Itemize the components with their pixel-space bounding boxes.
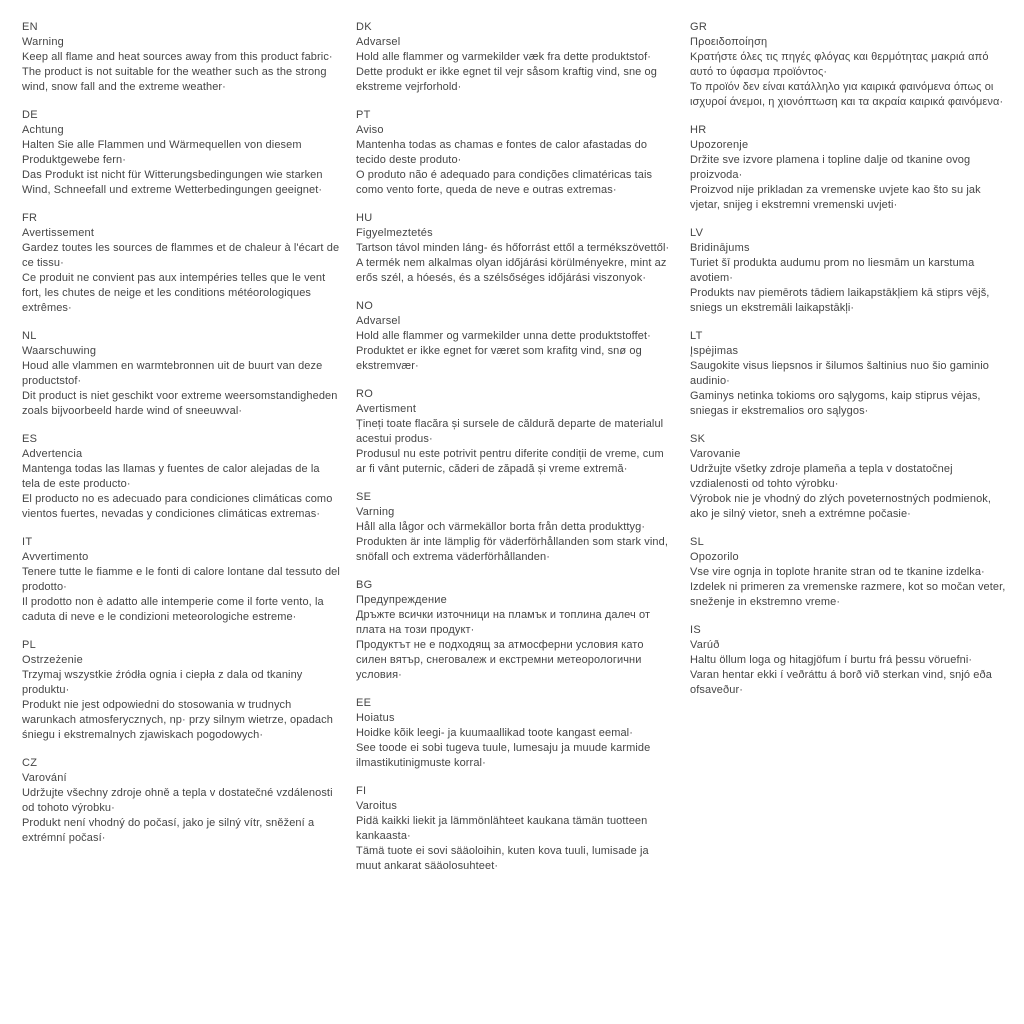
warning-title: Bridinājums (690, 242, 750, 254)
warning-column-2 (356, 20, 674, 887)
warning-text: Produsul nu este potrivit pentru diferite condiții de vreme, cum ar fi vânt puternic, căderi de zăpadă și vreme extremă· (356, 448, 664, 475)
language-code: GR (690, 21, 708, 33)
language-entry-fr (22, 211, 340, 316)
language-code: NL (22, 330, 37, 342)
language-code: FI (356, 785, 367, 797)
warning-text: Halten Sie alle Flammen und Wärmequellen von diesem Produktgewebe fern· (22, 139, 302, 166)
warning-text: Saugokite visus liepsnos ir šilumos šaltinius nuo šio gaminio audinio· (690, 360, 989, 387)
language-code: FR (22, 212, 38, 224)
warning-title: Aviso (356, 124, 384, 136)
warning-title: Varúð (690, 639, 720, 651)
warning-text: The product is not suitable for the weather such as the strong wind, snow fall and the extreme weather· (22, 66, 327, 93)
warning-text: Houd alle vlammen en warmtebronnen uit de buurt van deze productstof· (22, 360, 323, 387)
language-code: DK (356, 21, 372, 33)
warning-title: Upozorenje (690, 139, 749, 151)
warning-text: Tenere tutte le fiamme e le fonti di calore lontane dal tessuto del prodotto· (22, 566, 340, 593)
warning-text: Ce produit ne convient pas aux intempéries telles que le vent fort, les chutes de neige et les conditions météorologiques extrêmes· (22, 272, 326, 314)
warning-text: Κρατήστε όλες τις πηγές φλόγας και θερμότητας μακριά από αυτό το ύφασμα προϊόντος· (690, 51, 989, 78)
language-entry-sl (690, 535, 1008, 610)
warning-text: See toode ei sobi tugeva tuule, lumesaju ja muude karmide ilmastikutinigmuste korral· (356, 742, 651, 769)
warning-title: Warning (22, 36, 64, 48)
language-code: PT (356, 109, 371, 121)
language-entry-pl (22, 638, 340, 743)
language-entry-en (22, 20, 340, 95)
language-entry-ro (356, 387, 674, 477)
warning-title: Varning (356, 506, 395, 518)
language-entry-es (22, 432, 340, 522)
warning-text: Produkt nie jest odpowiedni do stosowania w trudnych warunkach atmosferycznych, np· przy silnym wietrze, opadach śniegu i ekstremalnych zjawiskach pogodowych· (22, 699, 333, 741)
warning-text: Proizvod nije prikladan za vremenske uvjete kao što su jak vjetar, snijeg i ekstremni vremenski uvjeti· (690, 184, 981, 211)
warning-text: Tämä tuote ei sovi sääoloihin, kuten kova tuuli, lumisade ja muut ankarat sääolosuhteet· (356, 845, 649, 872)
language-code: BG (356, 579, 373, 591)
warning-text: Håll alla lågor och värmekällor borta från detta produkttyg· (356, 521, 646, 533)
language-code: LV (690, 227, 704, 239)
warning-text: Țineți toate flacăra și sursele de căldură departe de materialul acestui produs· (356, 418, 664, 445)
warning-text: Hoidke kõik leegi- ja kuumaallikad toote kangast eemal· (356, 727, 633, 739)
language-code: SE (356, 491, 372, 503)
language-code: DE (22, 109, 38, 121)
warning-title: Achtung (22, 124, 64, 136)
warning-title: Предупреждение (356, 594, 447, 606)
warning-text: Mantenha todas as chamas e fontes de calor afastadas do tecido deste produto· (356, 139, 648, 166)
warning-text: Das Produkt ist nicht für Witterungsbedingungen wie starken Wind, Schneefall und extreme Wetterbedingungen geeignet· (22, 169, 323, 196)
warning-text: Izdelek ni primeren za vremenske razmere, kot so močan veter, sneženje in ekstremno vreme· (690, 581, 1006, 608)
warning-title: Varování (22, 772, 67, 784)
language-code: RO (356, 388, 374, 400)
language-code: HU (356, 212, 373, 224)
warning-title: Waarschuwing (22, 345, 97, 357)
warning-title: Advarsel (356, 315, 401, 327)
warning-text: Produkts nav piemērots tādiem laikapstākļiem kā stiprs vējš, sniegs un ekstremāli laikapstākļi· (690, 287, 990, 314)
language-code: CZ (22, 757, 38, 769)
language-code: LT (690, 330, 703, 342)
warning-title: Προειδοποίηση (690, 36, 768, 48)
warning-text: El producto no es adecuado para condiciones climáticas como vientos fuertes, nevadas y condiciones climáticas extremas· (22, 493, 333, 520)
warning-column-3 (690, 20, 1008, 887)
language-code: IT (22, 536, 33, 548)
language-entry-is (690, 623, 1008, 698)
warning-title: Įspėjimas (690, 345, 739, 357)
warning-text: Haltu öllum loga og hitagjöfum í burtu frá þessu vöruefni· (690, 654, 973, 666)
warning-text: Hold alle flammer og varmekilder væk fra dette produktstof· (356, 51, 652, 63)
warning-column-1 (22, 20, 340, 887)
warning-text: Hold alle flammer og varmekilder unna dette produktstoffet· (356, 330, 651, 342)
language-entry-gr (690, 20, 1008, 110)
warning-title: Opozorilo (690, 551, 739, 563)
warning-text: Držite sve izvore plamena i topline dalje od tkanine ovog proizvoda· (690, 154, 971, 181)
warning-text: A termék nem alkalmas olyan időjárási körülményekre, mint az erős szél, a hóesés, és a szélsőséges időjárási viszonyok· (356, 257, 667, 284)
language-entry-no (356, 299, 674, 374)
warning-text: Vse vire ognja in toplote hranite stran od te tkanine izdelka· (690, 566, 985, 578)
warning-title: Avertisment (356, 403, 417, 415)
warning-title: Advertencia (22, 448, 83, 460)
warning-text: Tartson távol minden láng- és hőforrást ettől a termékszövettől· (356, 242, 670, 254)
warning-text: Gaminys netinka tokioms oro sąlygoms, kaip stiprus vėjas, sniegas ir ekstremalios oro sąlygos· (690, 390, 981, 417)
language-code: EN (22, 21, 38, 33)
warning-text: Продуктът не е подходящ за атмосферни условия като силен вятър, снеговалеж и екстремни метеорологични условия· (356, 639, 644, 681)
language-code: EE (356, 697, 372, 709)
language-entry-pt (356, 108, 674, 198)
language-entry-bg (356, 578, 674, 683)
language-code: PL (22, 639, 37, 651)
language-entry-de (22, 108, 340, 198)
language-entry-hr (690, 123, 1008, 213)
language-code: IS (690, 624, 701, 636)
language-code: ES (22, 433, 38, 445)
warning-title: Ostrzeżenie (22, 654, 83, 666)
language-entry-se (356, 490, 674, 565)
warning-text: Produkt není vhodný do počasí, jako je silný vítr, sněžení a extrémní počasí· (22, 817, 315, 844)
warning-text: Pidä kaikki liekit ja lämmönlähteet kaukana tämän tuotteen kankaasta· (356, 815, 648, 842)
language-entry-ee (356, 696, 674, 771)
language-code: SL (690, 536, 705, 548)
warning-title: Varoitus (356, 800, 398, 812)
warning-text: Keep all flame and heat sources away from this product fabric· (22, 51, 333, 63)
warning-title: Avvertimento (22, 551, 89, 563)
warning-text: Дръжте всички източници на пламък и топлина далеч от плата на този продукт· (356, 609, 651, 636)
language-entry-it (22, 535, 340, 625)
warning-text: Varan hentar ekki í veðráttu á borð við sterkan vind, snjó eða ofsaveður· (690, 669, 992, 696)
warning-text: O produto não é adequado para condições climatéricas tais como vento forte, queda de neve e outras extremas· (356, 169, 653, 196)
language-code: SK (690, 433, 706, 445)
warning-title: Advarsel (356, 36, 401, 48)
warning-text: Dit product is niet geschikt voor extreme weersomstandigheden zoals bijvoorbeeld harde wind of sneeuwval· (22, 390, 338, 417)
warning-text: Dette produkt er ikke egnet til vejr såsom kraftig vind, sne og ekstreme vejrforhold· (356, 66, 657, 93)
warning-text: Produkten är inte lämplig för väderförhållanden som stark vind, snöfall och extrema väderförhållanden· (356, 536, 669, 563)
warning-title: Varovanie (690, 448, 741, 460)
warning-text: Turiet šī produkta audumu prom no liesmām un karstuma avotiem· (690, 257, 975, 284)
warning-title: Figyelmeztetés (356, 227, 433, 239)
warning-text: Výrobok nie je vhodný do zlých poveternostných podmienok, ako je silný vietor, sneh a extrémne počasie· (690, 493, 992, 520)
language-code: NO (356, 300, 374, 312)
warning-text: Il prodotto non è adatto alle intemperie come il forte vento, la caduta di neve e le condizioni meteorologiche estreme· (22, 596, 324, 623)
warning-text: Udržujte všechny zdroje ohně a tepla v dostatečné vzdálenosti od tohoto výrobku· (22, 787, 333, 814)
warning-text: Produktet er ikke egnet for været som krafitg vind, snø og ekstremvær· (356, 345, 642, 372)
language-entry-fi (356, 784, 674, 874)
warning-text: Udržujte všetky zdroje plameňa a tepla v dostatočnej vzdialenosti od tohto výrobku· (690, 463, 953, 490)
warning-text: Mantenga todas las llamas y fuentes de calor alejadas de la tela de este producto· (22, 463, 320, 490)
warning-title: Avertissement (22, 227, 95, 239)
warning-title: Hoiatus (356, 712, 395, 724)
language-entry-hu (356, 211, 674, 286)
warning-text: Το προϊόν δεν είναι κατάλληλο για καιρικά φαινόμενα όπως οι ισχυροί άνεμοι, η χιονόπτωση και τα ακραία καιρικά φαινόμενα· (690, 81, 1004, 108)
language-code: HR (690, 124, 707, 136)
language-entry-sk (690, 432, 1008, 522)
language-entry-cz (22, 756, 340, 846)
warning-text: Trzymaj wszystkie źródła ognia i ciepła z dala od tkaniny produktu· (22, 669, 303, 696)
warning-text: Gardez toutes les sources de flammes et de chaleur à l'écart de ce tissu· (22, 242, 340, 269)
language-entry-lv (690, 226, 1008, 316)
language-entry-dk (356, 20, 674, 95)
language-entry-lt (690, 329, 1008, 419)
language-entry-nl (22, 329, 340, 419)
